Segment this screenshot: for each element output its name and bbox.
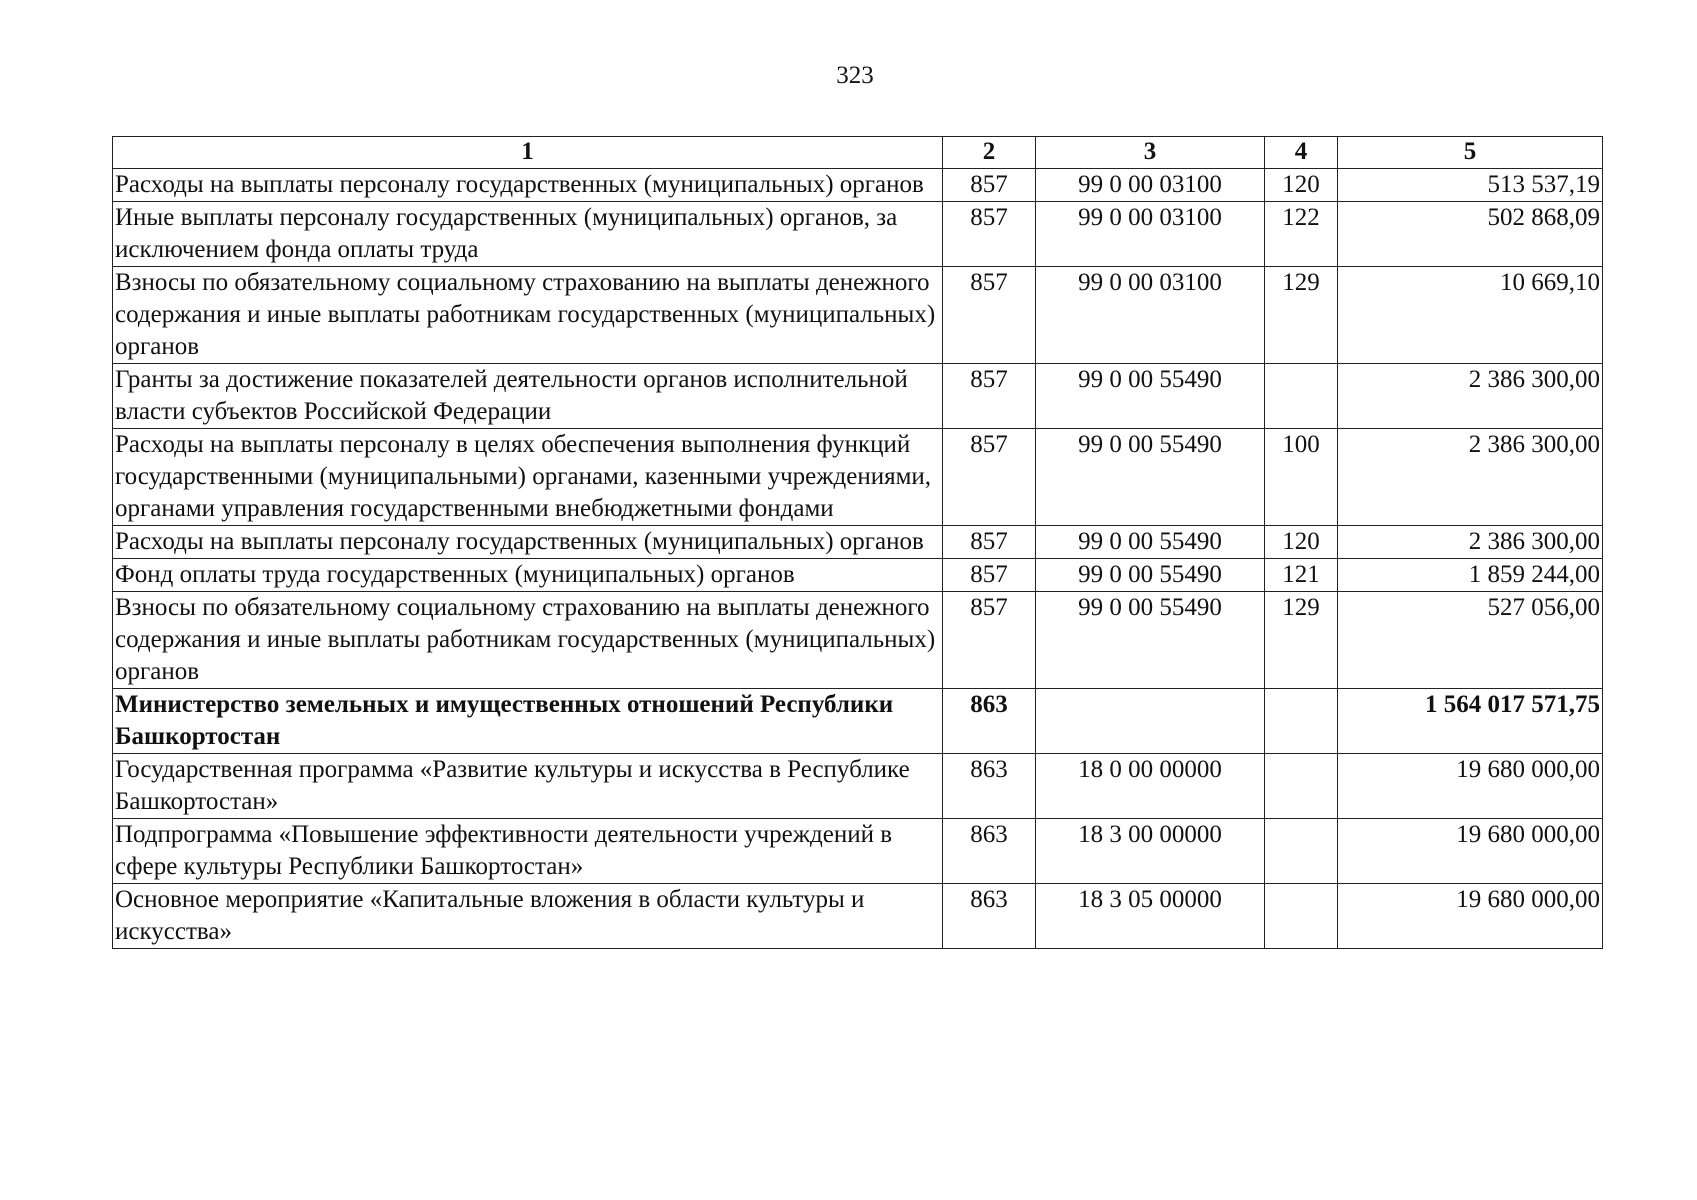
- column-header-2: 2: [943, 137, 1036, 169]
- row-name-cell: Министерство земельных и имущественных отношений Республики Башкортостан: [113, 689, 943, 754]
- row-amount-cell: 2 386 300,00: [1338, 364, 1603, 429]
- row-code-cell: 857: [943, 169, 1036, 202]
- row-vr-cell: [1265, 689, 1338, 754]
- row-code-cell: 857: [943, 202, 1036, 267]
- row-amount-cell: 527 056,00: [1338, 592, 1603, 689]
- row-csr-cell: 18 3 00 00000: [1036, 819, 1265, 884]
- row-vr-cell: 120: [1265, 169, 1338, 202]
- row-csr-cell: 99 0 00 55490: [1036, 592, 1265, 689]
- row-code-cell: 863: [943, 884, 1036, 949]
- row-code-cell: 857: [943, 559, 1036, 592]
- row-amount-cell: 10 669,10: [1338, 267, 1603, 364]
- column-header-4: 4: [1265, 137, 1338, 169]
- row-amount-cell: 19 680 000,00: [1338, 819, 1603, 884]
- row-name-cell: Фонд оплаты труда государственных (муниципальных) органов: [113, 559, 943, 592]
- row-csr-cell: 99 0 00 55490: [1036, 429, 1265, 526]
- row-amount-cell: 1 564 017 571,75: [1338, 689, 1603, 754]
- row-amount-cell: 19 680 000,00: [1338, 884, 1603, 949]
- row-code-cell: 863: [943, 689, 1036, 754]
- row-csr-cell: 99 0 00 03100: [1036, 267, 1265, 364]
- row-csr-cell: 99 0 00 55490: [1036, 364, 1265, 429]
- row-name-cell: Государственная программа «Развитие культуры и искусства в Республике Башкортостан»: [113, 754, 943, 819]
- row-amount-cell: 513 537,19: [1338, 169, 1603, 202]
- row-code-cell: 857: [943, 526, 1036, 559]
- row-name-cell: Гранты за достижение показателей деятельности органов исполнительной власти субъектов Российской Федерации: [113, 364, 943, 429]
- table-row: [113, 364, 1603, 429]
- row-vr-cell: 121: [1265, 559, 1338, 592]
- column-header-5: 5: [1338, 137, 1603, 169]
- row-vr-cell: 129: [1265, 267, 1338, 364]
- column-header-1: 1: [113, 137, 943, 169]
- row-code-cell: 857: [943, 429, 1036, 526]
- row-amount-cell: 19 680 000,00: [1338, 754, 1603, 819]
- page-number: 323: [836, 62, 874, 89]
- row-code-cell: 857: [943, 592, 1036, 689]
- row-vr-cell: 129: [1265, 592, 1338, 689]
- row-csr-cell: 99 0 00 03100: [1036, 169, 1265, 202]
- row-name-cell: Подпрограмма «Повышение эффективности деятельности учреждений в сфере культуры Республики Башкортостан»: [113, 819, 943, 884]
- table-row: [113, 526, 1603, 559]
- table-row: [113, 429, 1603, 526]
- column-header-3: 3: [1036, 137, 1265, 169]
- row-amount-cell: 2 386 300,00: [1338, 429, 1603, 526]
- table-row: [113, 884, 1603, 949]
- table-header-row: [113, 137, 1603, 169]
- table-body: [113, 169, 1603, 949]
- row-amount-cell: 2 386 300,00: [1338, 526, 1603, 559]
- row-name-cell: Расходы на выплаты персоналу в целях обеспечения выполнения функций государственными (муниципальными) органами, казенными учреждениями, органами управления государственными внебюджетными фондами: [113, 429, 943, 526]
- row-csr-cell: 99 0 00 55490: [1036, 526, 1265, 559]
- row-csr-cell: 18 3 05 00000: [1036, 884, 1265, 949]
- row-name-cell: Основное мероприятие «Капитальные вложения в области культуры и искусства»: [113, 884, 943, 949]
- row-vr-cell: 122: [1265, 202, 1338, 267]
- budget-table: [112, 136, 1603, 949]
- row-code-cell: 857: [943, 267, 1036, 364]
- row-name-cell: Взносы по обязательному социальному страхованию на выплаты денежного содержания и иные выплаты работникам государственных (муниципальных) органов: [113, 267, 943, 364]
- row-vr-cell: 100: [1265, 429, 1338, 526]
- row-vr-cell: [1265, 884, 1338, 949]
- table-row: [113, 754, 1603, 819]
- table-row: [113, 689, 1603, 754]
- row-vr-cell: [1265, 819, 1338, 884]
- row-name-cell: Иные выплаты персоналу государственных (муниципальных) органов, за исключением фонда оплаты труда: [113, 202, 943, 267]
- table-row: [113, 267, 1603, 364]
- row-code-cell: 863: [943, 819, 1036, 884]
- row-vr-cell: 120: [1265, 526, 1338, 559]
- table-row: [113, 592, 1603, 689]
- row-name-cell: Расходы на выплаты персоналу государственных (муниципальных) органов: [113, 169, 943, 202]
- row-amount-cell: 502 868,09: [1338, 202, 1603, 267]
- row-name-cell: Расходы на выплаты персоналу государственных (муниципальных) органов: [113, 526, 943, 559]
- row-csr-cell: 99 0 00 03100: [1036, 202, 1265, 267]
- table-row: [113, 559, 1603, 592]
- row-vr-cell: [1265, 754, 1338, 819]
- row-code-cell: 857: [943, 364, 1036, 429]
- row-csr-cell: 99 0 00 55490: [1036, 559, 1265, 592]
- row-code-cell: 863: [943, 754, 1036, 819]
- table-row: [113, 819, 1603, 884]
- table-row: [113, 169, 1603, 202]
- table-row: [113, 202, 1603, 267]
- row-vr-cell: [1265, 364, 1338, 429]
- row-name-cell: Взносы по обязательному социальному страхованию на выплаты денежного содержания и иные выплаты работникам государственных (муниципальных) органов: [113, 592, 943, 689]
- row-csr-cell: [1036, 689, 1265, 754]
- row-amount-cell: 1 859 244,00: [1338, 559, 1603, 592]
- row-csr-cell: 18 0 00 00000: [1036, 754, 1265, 819]
